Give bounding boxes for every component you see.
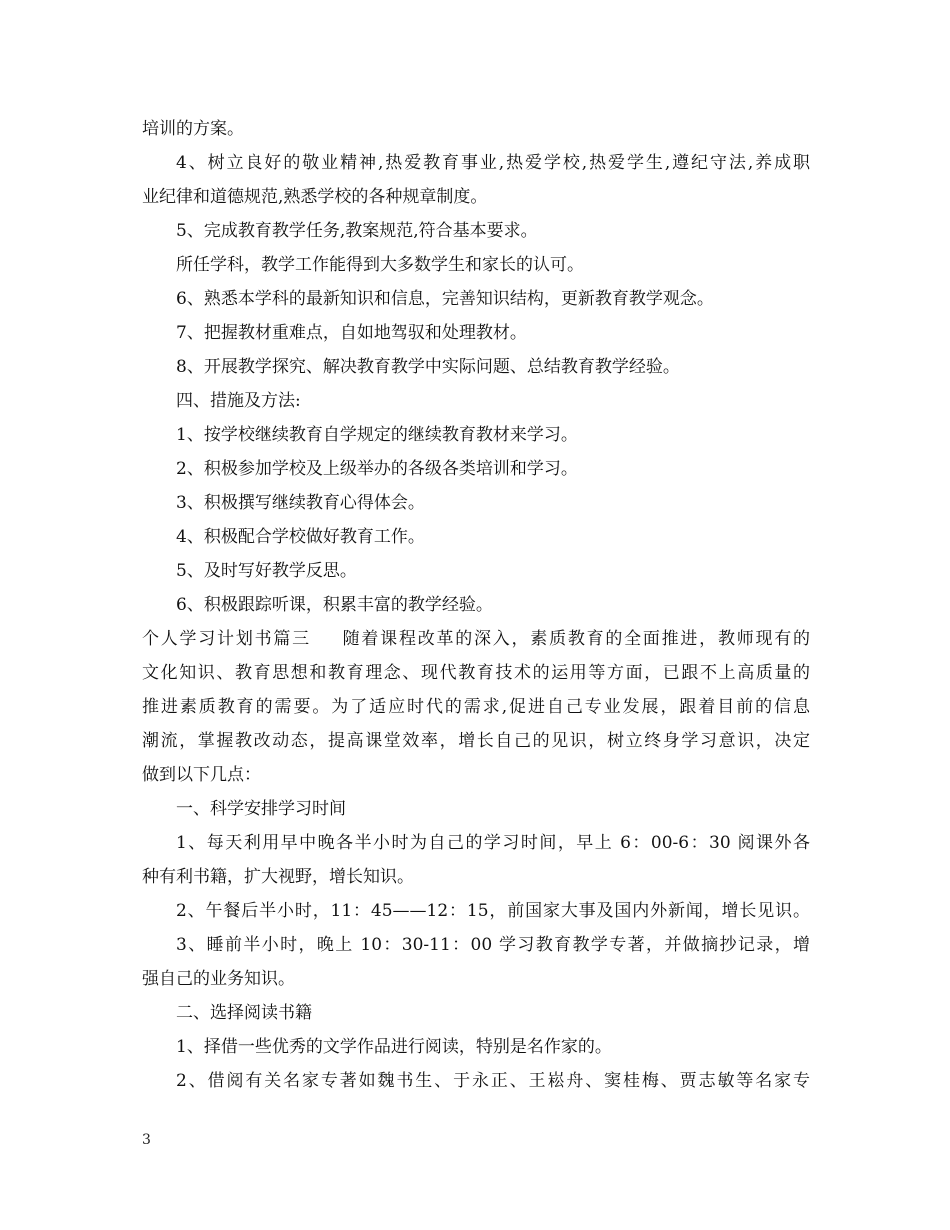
text-line: 强自己的业务知识。 bbox=[142, 969, 295, 989]
text-line: 二、选择阅读书籍 bbox=[176, 1003, 312, 1023]
section-heading: 个人学习计划书篇三 bbox=[142, 629, 311, 649]
text-line: 6、积极跟踪听课，积累丰富的教学经验。 bbox=[176, 595, 493, 615]
text-line: 随着课程改革的深入，素质教育的全面推进，教师现有的 bbox=[340, 629, 810, 649]
text-line: 种有利书籍，扩大视野，增长知识。 bbox=[142, 867, 414, 887]
text-line: 四、措施及方法: bbox=[176, 391, 301, 411]
section-heading-line bbox=[142, 622, 810, 656]
text-line: 文化知识、教育思想和教育理念、现代教育技术的运用等方面，已跟不上高质量的 bbox=[142, 663, 810, 683]
text-line: 1、择借一些优秀的文学作品进行阅读，特别是名作家的。 bbox=[176, 1037, 612, 1057]
page-number: 3 bbox=[142, 1132, 151, 1148]
text-line: 2、积极参加学校及上级举办的各级各类培训和学习。 bbox=[176, 459, 578, 479]
text-line: 6、熟悉本学科的最新知识和信息，完善知识结构，更新教育教学观念。 bbox=[176, 289, 714, 309]
text-line: 所任学科，教学工作能得到大多数学生和家长的认可。 bbox=[176, 255, 584, 275]
text-line: 8、开展教学探究、解决教育教学中实际问题、总结教育教学经验。 bbox=[176, 357, 680, 377]
text-line: 4、树立良好的敬业精神,热爱教育事业,热爱学校,热爱学生,遵纪守法,养成职 bbox=[176, 153, 810, 173]
text-line: 潮流，掌握教改动态，提高课堂效率，增长自己的见识，树立终身学习意识，决定 bbox=[142, 731, 810, 751]
text-line: 3、积极撰写继续教育心得体会。 bbox=[176, 493, 425, 513]
text-line: 5、完成教育教学任务,教案规范,符合基本要求。 bbox=[176, 221, 538, 241]
text-line: 5、及时写好教学反思。 bbox=[176, 561, 357, 581]
text-line: 1、每天利用早中晚各半小时为自己的学习时间，早上 6：00-6：30 阅课外各 bbox=[176, 833, 810, 853]
text-line: 做到以下几点： bbox=[142, 765, 261, 785]
text-line: 7、把握教材重难点，自如地驾驭和处理教材。 bbox=[176, 323, 527, 343]
text-line: 2、午餐后半小时，11：45——12：15，前国家大事及国内外新闻，增长见识。 bbox=[176, 901, 810, 921]
text-line: 业纪律和道德规范,熟悉学校的各种规章制度。 bbox=[142, 187, 488, 207]
text-line: 一、科学安排学习时间 bbox=[176, 799, 346, 819]
text-line: 培训的方案。 bbox=[142, 119, 244, 139]
text-line: 推进素质教育的需要。为了适应时代的需求,促进自己专业发展，跟着目前的信息 bbox=[142, 697, 810, 717]
text-line: 2、借阅有关名家专著如魏书生、于永正、王崧舟、窦桂梅、贾志敏等名家专 bbox=[176, 1071, 810, 1091]
document-body bbox=[142, 112, 810, 1098]
text-line: 1、按学校继续教育自学规定的继续教育教材来学习。 bbox=[176, 425, 578, 445]
text-line: 4、积极配合学校做好教育工作。 bbox=[176, 527, 425, 547]
text-line: 3、睡前半小时，晚上 10：30-11：00 学习教育教学专著，并做摘抄记录，增 bbox=[176, 935, 810, 955]
